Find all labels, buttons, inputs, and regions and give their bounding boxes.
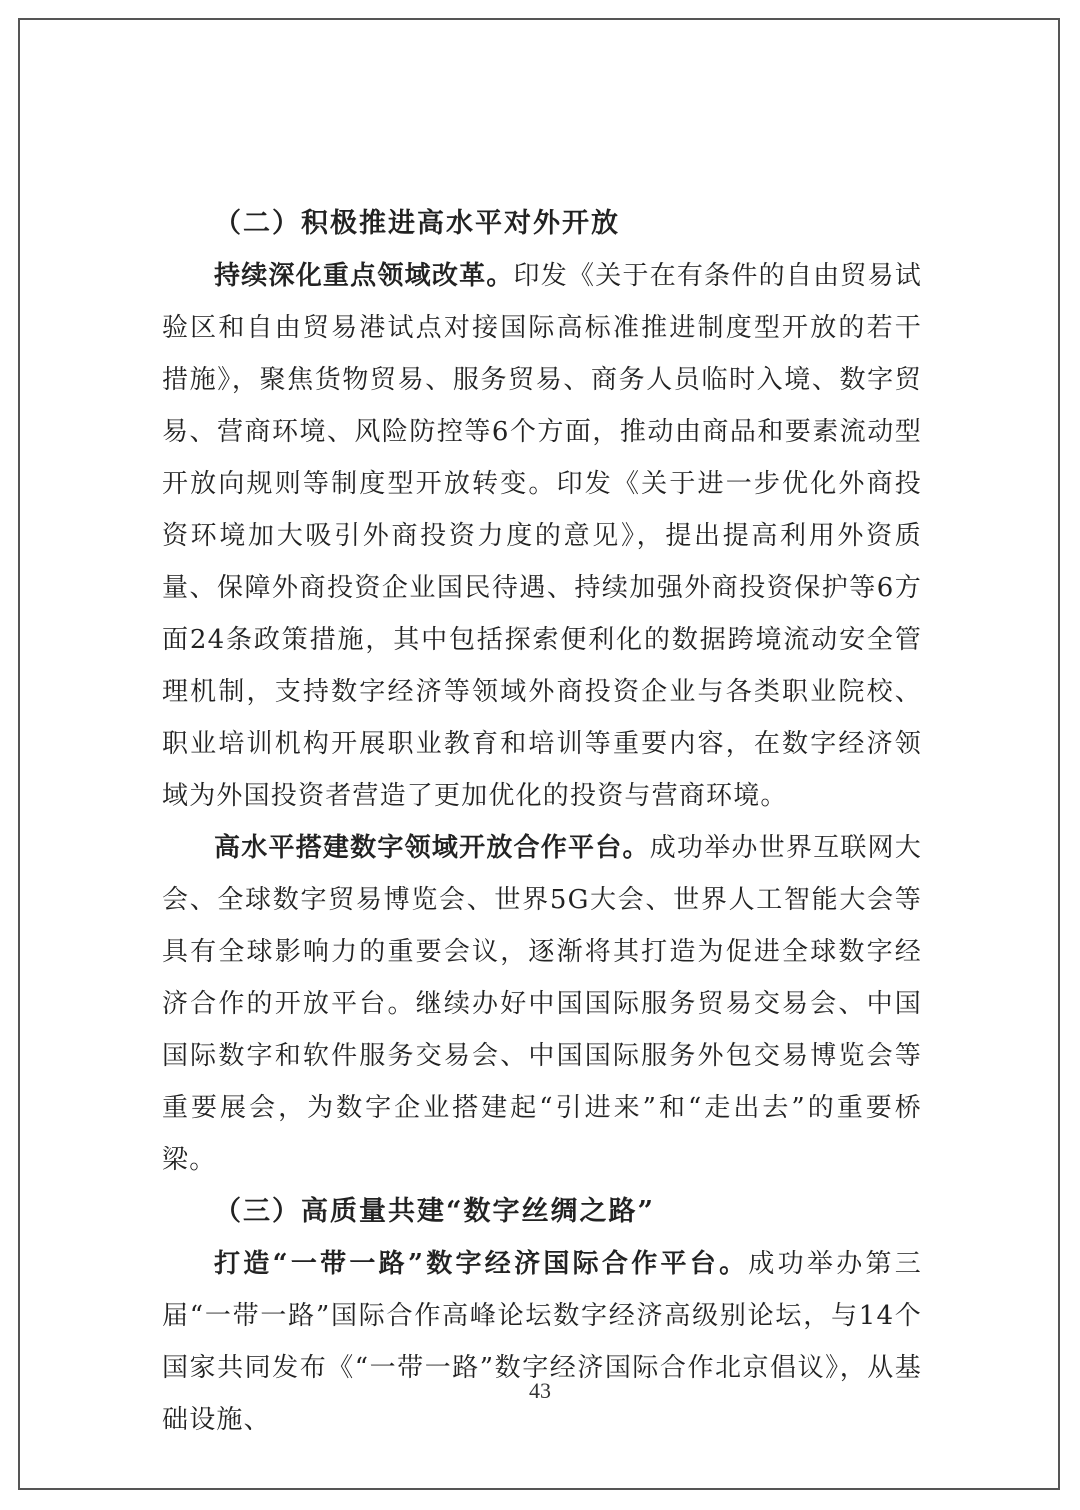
paragraph-body: 印发《关于在有条件的自由贸易试验区和自由贸易港试点对接国际高标准推进制度型开放的若干措施》，聚焦货物贸易、服务贸易、商务人员临时入境、数字贸易、营商环境、风险防控等6个方面，推动由商品和要素流动型开放向规则等制度型开放转变。印发《关于进一步优化外商投资环境加大吸引外商投资力度的意见》，提出提高利用外资质量、保障外商投资企业国民待遇、持续加强外商投资保护等6方面24条政策措施，其中包括探索便利化的数据跨境流动安全管理机制，支持数字经济等领域外商投资企业与各类职业院校、职业培训机构开展职业教育和培训等重要内容，在数字经济领域为外国投资者营造了更加优化的投资与营商环境。 (162, 261, 922, 811)
paragraph-platform (162, 822, 922, 1186)
paragraph-body: 成功举办世界互联网大会、全球数字贸易博览会、世界5G大会、世界人工智能大会等具有全球影响力的重要会议，逐渐将其打造为促进全球数字经济合作的开放平台。继续办好中国国际服务贸易交易会、中国国际数字和软件服务交易会、中国国际服务外包交易博览会等重要展会，为数字企业搭建起“引进来”和“走出去”的重要桥梁。 (162, 833, 922, 1175)
section-heading-2: （二）积极推进高水平对外开放 (214, 208, 620, 239)
paragraph-lead: 高水平搭建数字领域开放合作平台。 (214, 833, 650, 863)
document-body (162, 198, 922, 1446)
page-number: 43 (529, 1378, 551, 1403)
paragraph-body: 成功举办第三届“一带一路”国际合作高峰论坛数字经济高级别论坛，与14个国家共同发布《“一带一路”数字经济国际合作北京倡议》，从基础设施、 (162, 1249, 922, 1435)
paragraph-belt-road (162, 1238, 922, 1446)
paragraph-lead: 持续深化重点领域改革。 (214, 261, 514, 291)
paragraph-lead: 打造“一带一路”数字经济国际合作平台。 (214, 1249, 749, 1279)
paragraph-reform (162, 250, 922, 822)
section-heading-3: （三）高质量共建“数字丝绸之路” (214, 1196, 656, 1227)
